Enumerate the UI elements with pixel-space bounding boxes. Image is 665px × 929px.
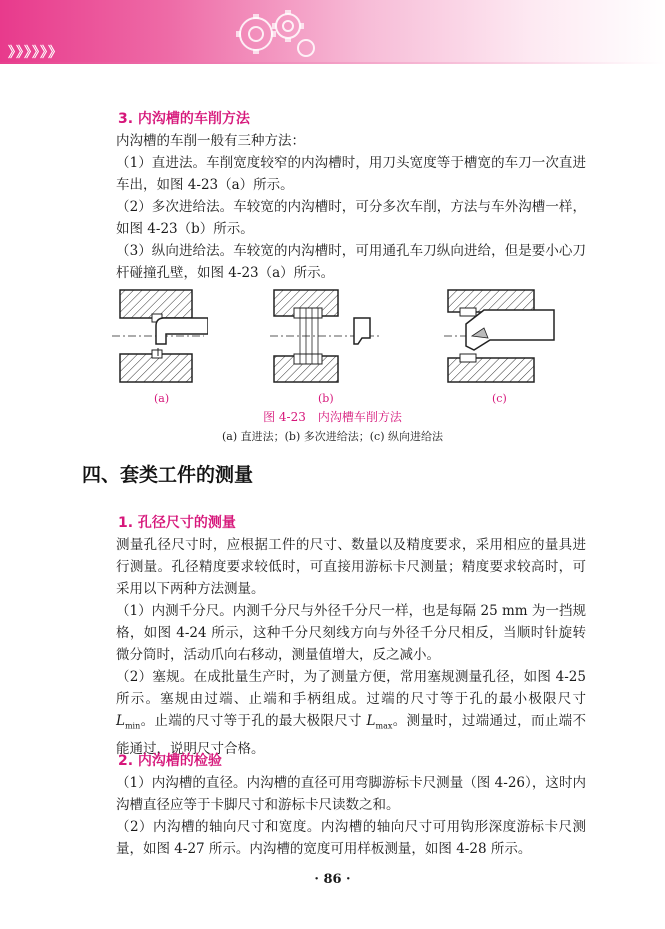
paragraph: （2）多次进给法。车较宽的内沟槽时，可分多次车削，方法与车外沟槽一样，如图 4-23（b）所示。	[116, 199, 586, 237]
section-heading: 3. 内沟槽的车削方法	[118, 111, 250, 127]
figure-label-b: (b)	[318, 392, 334, 405]
paragraph: （1）内测千分尺。内测千分尺与外径千分尺一样，也是每隔 25 mm 为一挡规格，如图 4-24 所示，这种千分尺刻线方向与外径千分尺相反，当顺时针旋转微分筒时，活动爪向右移动，测量值增大，反之减小。	[116, 603, 586, 663]
paragraph: （1）直进法。车削宽度较窄的内沟槽时，用刀头宽度等于槽宽的车刀一次直进车出，如图 4-23（a）所示。	[116, 155, 586, 193]
figure-4-23a-straight-feed	[112, 286, 208, 386]
figure-4-23b-multi-feed	[270, 286, 386, 386]
paragraph-text: （2）塞规。在成批量生产时，为了测量方便，常用塞规测量孔径，如图 4-25 所示。塞规由过端、止端和手柄组成。过端的尺寸等于孔的最小极限尺寸	[116, 669, 586, 707]
paragraph-text: 。测量时，过端通过，而止端不能通过，说明尺寸合格。	[116, 713, 586, 757]
figure-subcaption: (a) 直进法；(b) 多次进给法；(c) 纵向进给法	[222, 430, 443, 443]
page-number: · 86 ·	[314, 872, 351, 887]
page-header-band	[0, 0, 665, 62]
variable-symbol: L	[116, 713, 125, 729]
subscript: max	[375, 721, 393, 731]
variable-symbol: L	[366, 713, 376, 729]
paragraph: （3）纵向进给法。车较宽的内沟槽时，可用通孔车刀纵向进给，但是要小心刀杆碰撞孔壁，如图 4-23（a）所示。	[116, 243, 586, 281]
section-heading: 2. 内沟槽的检验	[118, 753, 222, 769]
paragraph: （1）内沟槽的直径。内沟槽的直径可用弯脚游标卡尺测量（图 4-26），这时内沟槽直径应等于卡脚尺寸和游标卡尺读数之和。	[116, 775, 586, 813]
paragraph: 测量孔径尺寸时，应根据工件的尺寸、数量以及精度要求，采用相应的量具进行测量。孔径精度要求较低时，可直接用游标卡尺测量；精度要求较高时，可采用以下两种方法测量。	[116, 537, 586, 597]
paragraph: 内沟槽的车削一般有三种方法：	[116, 133, 305, 149]
figure-label-a: (a)	[154, 392, 170, 405]
paragraph	[116, 666, 586, 760]
section-heading: 1. 孔径尺寸的测量	[118, 515, 236, 531]
figure-label-c: (c)	[492, 392, 507, 405]
chevron-decoration-icon: 》》》》》》	[8, 45, 63, 61]
header-divider	[0, 62, 665, 64]
paragraph: （2）内沟槽的轴向尺寸和宽度。内沟槽的轴向尺寸可用钩形深度游标卡尺测量，如图 4-27 所示。内沟槽的宽度可用样板测量，如图 4-28 所示。	[116, 819, 586, 857]
chapter-heading: 四、套类工件的测量	[82, 464, 254, 486]
subscript: min	[124, 721, 141, 731]
paragraph-text: 。止端的尺寸等于孔的最大极限尺寸	[140, 713, 367, 729]
figure-4-23c-longitudinal-feed	[444, 286, 556, 386]
gear-decoration-icon	[226, 4, 326, 62]
figure-caption: 图 4-23 内沟槽车削方法	[263, 410, 402, 424]
